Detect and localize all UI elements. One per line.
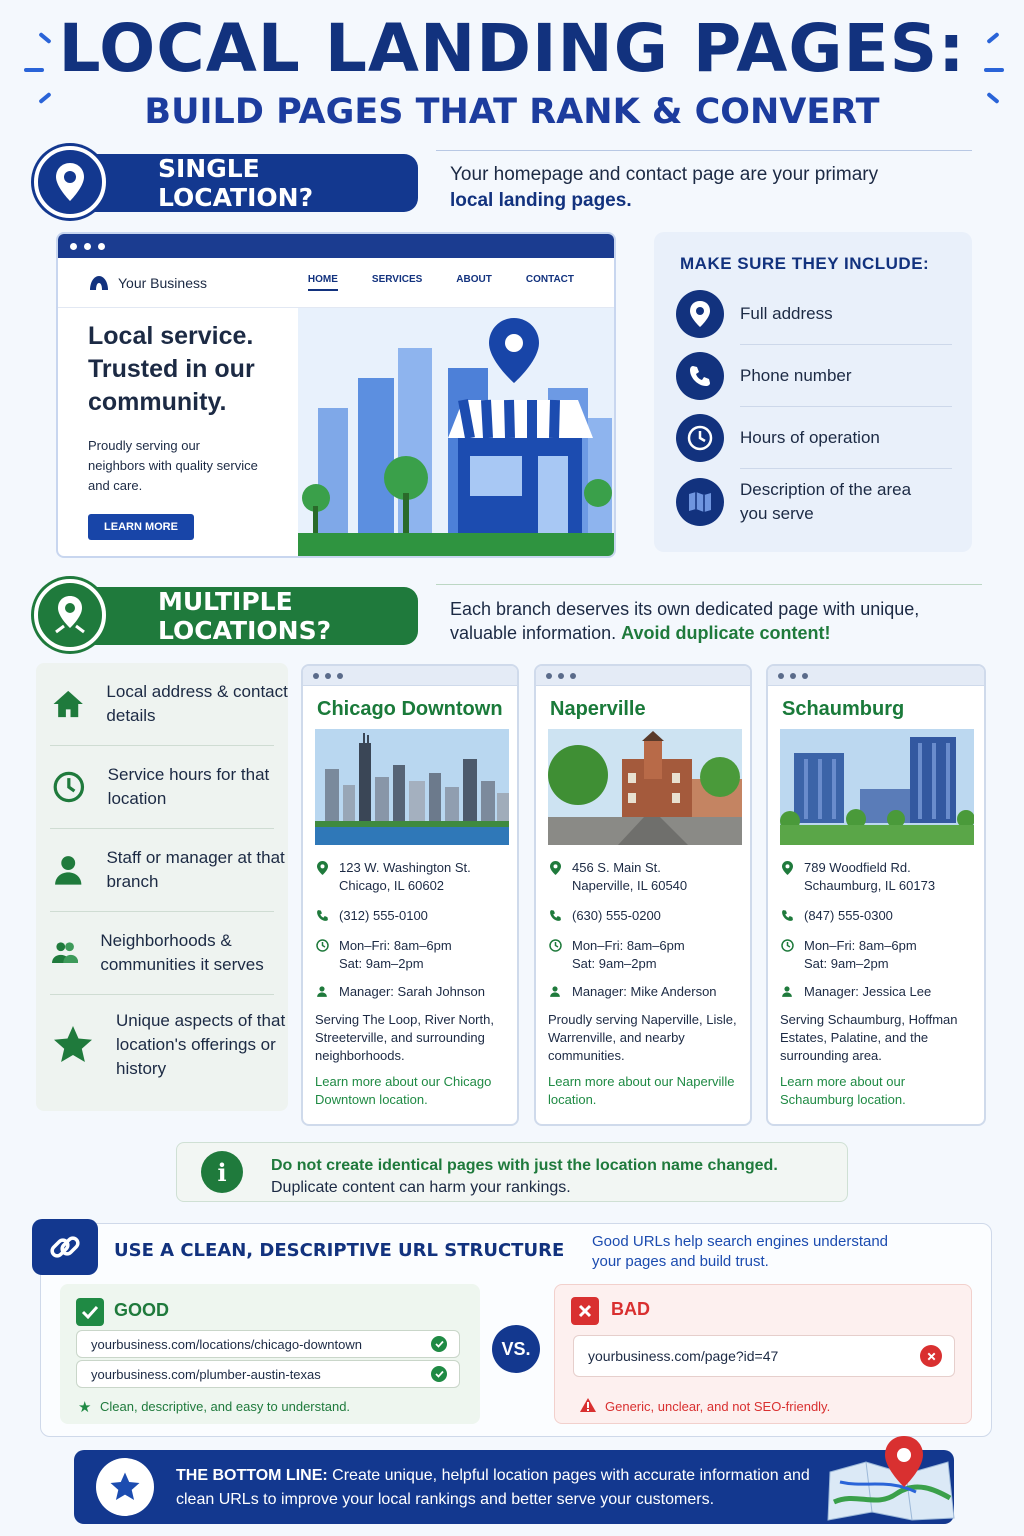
phone-icon bbox=[548, 907, 562, 925]
chicago-skyline-photo bbox=[315, 729, 509, 845]
checklist-item: Local address & contact details bbox=[36, 663, 288, 745]
clock-icon bbox=[548, 937, 562, 973]
location-description: Proudly serving Naperville, Lisle, Warrenville, and nearby communities. bbox=[548, 1012, 737, 1063]
checklist-item: Staff or manager at that branch bbox=[36, 829, 288, 911]
brand-logo-icon bbox=[88, 274, 110, 292]
person-icon bbox=[548, 983, 562, 1001]
hero-body: Proudly serving our neighbors with quality service and care. bbox=[88, 438, 258, 493]
good-url-item: yourbusiness.com/plumber-austin-texas bbox=[76, 1360, 460, 1388]
check-icon bbox=[76, 1298, 104, 1326]
checklist-item: Neighborhoods & communities it serves bbox=[36, 912, 288, 994]
include-item: Hours of operation bbox=[676, 414, 880, 462]
map-pin-illustration bbox=[826, 1432, 956, 1522]
nav-home[interactable]: HOME bbox=[308, 274, 338, 291]
single-location-intro: Your homepage and contact page are your primary local landing pages. bbox=[450, 164, 879, 211]
map-pin-icon bbox=[780, 859, 794, 895]
location-name: Naperville bbox=[550, 698, 646, 720]
warning-triangle-icon bbox=[579, 1397, 597, 1413]
website-mockup bbox=[56, 232, 616, 558]
intro-highlight: local landing pages. bbox=[450, 190, 632, 211]
nav-about[interactable]: ABOUT bbox=[456, 274, 492, 285]
checklist-item: Service hours for that location bbox=[36, 746, 288, 828]
location-description: Serving The Loop, River North, Streeterville, and surrounding neighborhoods. bbox=[315, 1012, 494, 1063]
bad-note: Generic, unclear, and not SEO-friendly. bbox=[605, 1399, 831, 1414]
phone-icon bbox=[676, 352, 724, 400]
clock-icon bbox=[676, 414, 724, 462]
multiple-locations-label: MULTIPLE LOCATIONS? bbox=[158, 587, 332, 645]
hero-heading: Local service. Trusted in our community. bbox=[88, 322, 255, 416]
location-card-naperville: Naperville 456 S. Main St. Naperville, IL 60540 (630) 555-0200 Mon–Fri: 8am–6pm Sat: 9am–2pm Manager: Mike Anderson Proudly serving Naperville, Lisle, Warrenville, and nearby communities. Learn more about our Naperville location. bbox=[534, 664, 752, 1126]
url-heading: USE A CLEAN, DESCRIPTIVE URL STRUCTURE bbox=[114, 1240, 565, 1261]
person-icon bbox=[315, 983, 329, 1001]
intro-highlight: Avoid duplicate content! bbox=[621, 623, 831, 643]
include-panel bbox=[654, 232, 972, 552]
x-circle-icon bbox=[920, 1345, 942, 1367]
check-circle-icon bbox=[431, 1366, 447, 1382]
nav-contact[interactable]: CONTACT bbox=[525, 274, 574, 285]
location-checklist bbox=[36, 663, 288, 1111]
multiple-locations-pill bbox=[66, 587, 418, 645]
bad-url-panel bbox=[554, 1284, 972, 1424]
page-title: LOCAL LANDING PAGES: bbox=[58, 10, 966, 87]
home-icon bbox=[52, 684, 84, 724]
url-note: Good URLs help search engines understand your pages and build trust. bbox=[592, 1233, 889, 1270]
location-description: Serving Schaumburg, Hoffman Estates, Palatine, and the surrounding area. bbox=[780, 1012, 958, 1063]
location-link[interactable]: Learn more about our Naperville location. bbox=[548, 1074, 735, 1107]
schaumburg-office-photo bbox=[780, 729, 974, 845]
location-pin-icon bbox=[34, 146, 106, 218]
location-name: Chicago Downtown bbox=[317, 698, 503, 720]
phone-icon bbox=[315, 907, 329, 925]
info-icon: i bbox=[201, 1151, 243, 1193]
include-item: Phone number bbox=[676, 352, 852, 400]
star-icon bbox=[52, 1024, 94, 1066]
warning-body: Duplicate content can harm your rankings. bbox=[271, 1179, 571, 1196]
link-icon bbox=[32, 1219, 98, 1275]
page-subtitle: BUILD PAGES THAT RANK & CONVERT bbox=[144, 92, 880, 132]
good-url-item: yourbusiness.com/locations/chicago-downtown bbox=[76, 1330, 460, 1358]
multiple-locations-intro: Each branch deserves its own dedicated page with unique, valuable information. Avoid duplicate content! bbox=[450, 599, 920, 643]
good-url-panel bbox=[60, 1284, 480, 1424]
phone-icon bbox=[780, 907, 794, 925]
storefront-illustration bbox=[298, 308, 616, 558]
naperville-street-photo bbox=[548, 729, 742, 845]
star-icon: ★ bbox=[78, 1399, 92, 1416]
learn-more-button[interactable]: LEARN MORE bbox=[88, 514, 194, 540]
single-location-label: SINGLE LOCATION? bbox=[158, 154, 314, 212]
map-icon bbox=[676, 478, 724, 526]
good-label: GOOD bbox=[114, 1300, 170, 1320]
clock-icon bbox=[780, 937, 794, 973]
location-card-schaumburg: Schaumburg 789 Woodfield Rd. Schaumburg, IL 60173 (847) 555-0300 Mon–Fri: 8am–6pm Sat: 9am–2pm Manager: Jessica Lee Serving Schaumburg, Hoffman Estates, Palatine, and the surrounding area. Learn more about our Schaumburg location. bbox=[766, 664, 986, 1126]
versus-badge: VS. bbox=[492, 1325, 540, 1373]
map-pin-icon bbox=[676, 290, 724, 338]
checklist-item: Unique aspects of that location's offerings or history bbox=[36, 995, 288, 1095]
include-item: Description of the area you serve bbox=[676, 478, 930, 526]
warning-title: Do not create identical pages with just the location name changed. bbox=[271, 1157, 778, 1174]
star-badge-icon bbox=[96, 1458, 154, 1516]
single-location-pill bbox=[66, 154, 418, 212]
bottom-line-label: THE BOTTOM LINE: bbox=[176, 1467, 328, 1484]
bad-url-item: yourbusiness.com/page?id=47 bbox=[573, 1335, 955, 1377]
location-card-chicago: Chicago Downtown 123 W. Washington St. Chicago, IL 60602 (312) 555-0100 Mon–Fri: 8am–6pm Sat: 9am–2pm Manager: Sarah Johnson Serving The Loop, River North, Streeterville, and surrounding neighborhoods. Learn more about our Chicago Downtown location. bbox=[301, 664, 519, 1126]
x-icon bbox=[571, 1297, 599, 1325]
include-heading: MAKE SURE THEY INCLUDE: bbox=[680, 254, 930, 273]
nav-services[interactable]: SERVICES bbox=[371, 274, 423, 285]
clock-icon bbox=[52, 766, 86, 808]
location-name: Schaumburg bbox=[782, 698, 905, 720]
include-item: Full address bbox=[676, 290, 833, 338]
location-link[interactable]: Learn more about our Schaumburg location. bbox=[780, 1074, 906, 1107]
bottom-line-text: Create unique, helpful location pages with accurate information and clean URLs to improve your local rankings and better serve your customers. bbox=[176, 1467, 810, 1508]
brand-name: Your Business bbox=[118, 274, 207, 291]
duplicate-content-warning bbox=[176, 1142, 848, 1202]
location-link[interactable]: Learn more about our Chicago Downtown location. bbox=[315, 1074, 492, 1107]
location-pin-icon bbox=[34, 579, 106, 651]
person-icon bbox=[780, 983, 794, 1001]
map-pin-icon bbox=[548, 859, 562, 895]
check-circle-icon bbox=[431, 1336, 447, 1352]
bad-label: BAD bbox=[611, 1299, 650, 1319]
good-note: Clean, descriptive, and easy to understand. bbox=[100, 1399, 351, 1414]
bottom-line-banner bbox=[74, 1450, 954, 1524]
map-pin-icon bbox=[315, 859, 329, 895]
clock-icon bbox=[315, 937, 329, 973]
person-icon bbox=[52, 849, 84, 891]
community-icon bbox=[52, 933, 78, 973]
